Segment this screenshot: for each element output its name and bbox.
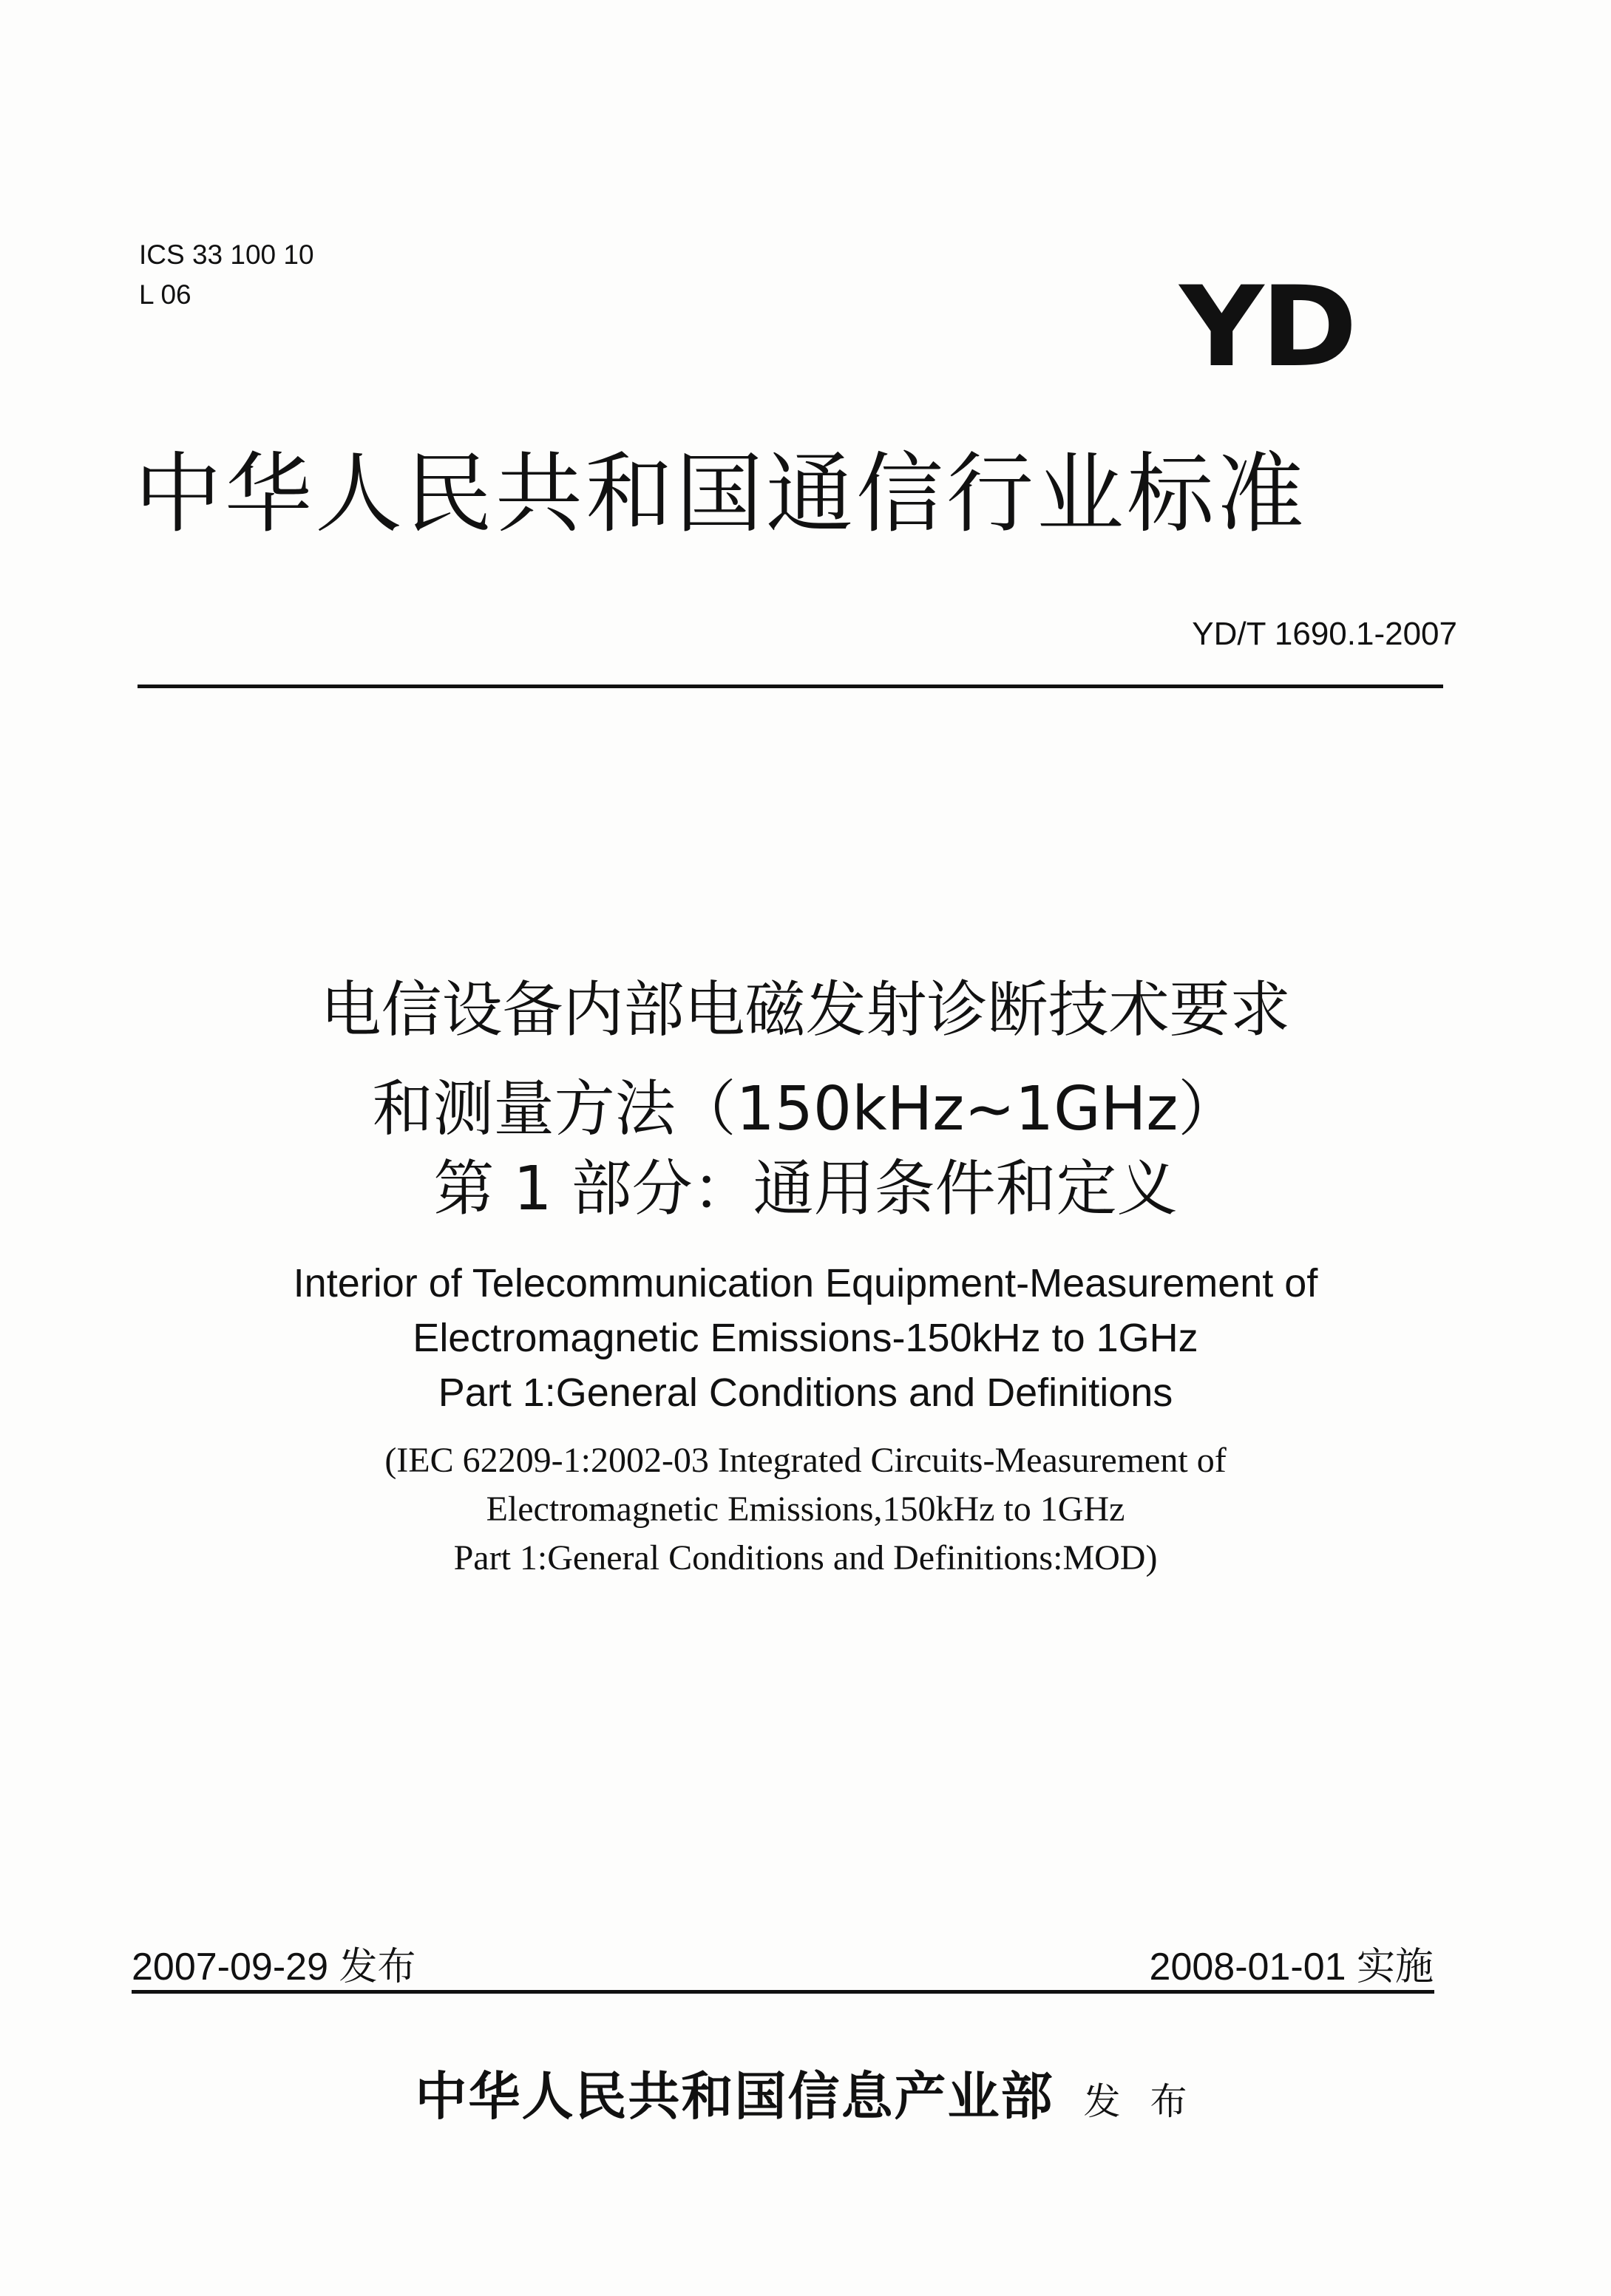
en-title-line1: Interior of Telecommunication Equipment-Measurement of: [293, 1261, 1318, 1305]
ics-code: ICS 33 100 10: [139, 240, 314, 270]
standard-title: 中华人民共和国通信行业标准: [135, 443, 1308, 545]
implement-date: 2008-01-01 实施: [1149, 1946, 1434, 1988]
iec-reference-line1: (IEC 62209-1:2002-03 Integrated Circuits-Measurement of: [384, 1441, 1227, 1480]
cn-title-line2: 和测量方法（150kHz~1GHz）: [372, 1074, 1239, 1144]
issuer-name: 中华人民共和国信息产业部: [415, 2065, 1054, 2127]
cn-title-line1: 电信设备内部电磁发射诊断技术要求: [320, 975, 1291, 1045]
en-title-line3: Part 1:General Conditions and Definitions: [438, 1371, 1173, 1415]
standard-code: YD/T 1690.1-2007: [1192, 616, 1457, 652]
header-divider: [138, 685, 1443, 688]
en-title-line2: Electromagnetic Emissions-150kHz to 1GHz: [413, 1316, 1198, 1360]
issuer-line: [0, 2055, 1611, 2130]
iec-reference-line2: Electromagnetic Emissions,150kHz to 1GHz: [486, 1490, 1125, 1529]
publish-date: 2007-09-29 发布: [132, 1946, 416, 1988]
category-code: L 06: [139, 279, 191, 310]
issue-label: 发 布: [1083, 2080, 1196, 2123]
classification-block: [139, 235, 314, 315]
yd-logo: YD: [1179, 263, 1354, 392]
footer-divider: [132, 1990, 1434, 1994]
cn-title-line3: 第 1 部分：通用条件和定义: [433, 1154, 1178, 1224]
iec-reference-line3: Part 1:General Conditions and Definitions:MOD): [453, 1538, 1158, 1577]
